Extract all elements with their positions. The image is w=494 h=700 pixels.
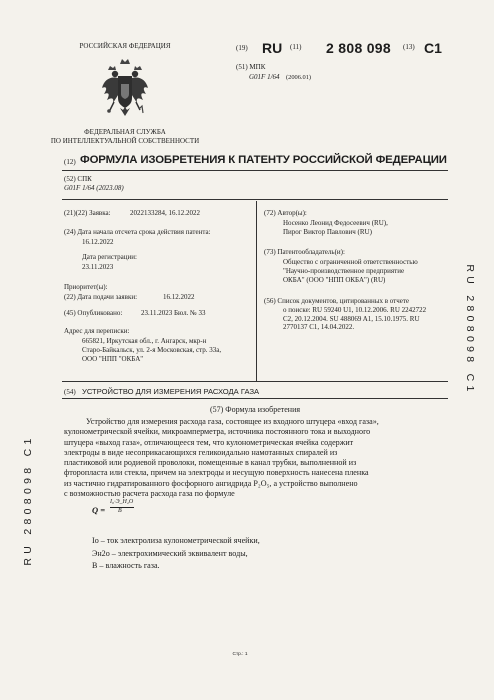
address-line: Старо-Байкальск, ул. 2-я Московская, стр. 33а, xyxy=(82,345,222,354)
application-label: (21)(22) Заявка: xyxy=(64,209,111,217)
country-name: РОССИЙСКАЯ ФЕДЕРАЦИЯ xyxy=(79,42,171,50)
claim-line: пластиковой или родиевой проволоки, помещенные в канал трубки, выполненной из xyxy=(64,458,357,468)
coat-of-arms-emblem xyxy=(100,58,150,122)
claims-heading: (57) Формула изобретения xyxy=(209,405,301,414)
spk-label: (52) СПК xyxy=(64,175,92,183)
legend-line: Эн2о – электрохимический эквивалент воды, xyxy=(92,548,248,558)
author: Носенко Леонид Федосеевич (RU), xyxy=(283,219,388,227)
formula-denominator: B xyxy=(118,508,122,514)
claim-line: с возможностью расчета расхода газа по формуле xyxy=(64,489,235,499)
column-divider xyxy=(256,201,257,382)
office-line-1: ФЕДЕРАЛЬНАЯ СЛУЖБА xyxy=(84,128,166,136)
inid-19: (19) xyxy=(236,44,248,52)
owner-label: (73) Патентообладатель(и): xyxy=(264,248,345,256)
registration-label: Дата регистрации: xyxy=(82,253,137,261)
claim-line: штуцера «выход газа», отличающееся тем, что кулонометрическая ячейка содержит xyxy=(64,437,354,447)
application-value: 2022133284, 16.12.2022 xyxy=(130,209,200,217)
formula-lhs: Q = xyxy=(92,505,106,515)
author: Пирог Виктор Павлович (RU) xyxy=(283,227,372,236)
mpk-date: (2006.01) xyxy=(286,74,312,81)
priority-label: Приоритет(ы): xyxy=(64,283,108,291)
owner-line: ОКБА" (ООО "НПП ОКБА") (RU) xyxy=(283,275,386,284)
patent-office xyxy=(40,128,210,146)
inid-11: (11) xyxy=(290,43,302,51)
publication-label: (45) Опубликовано: xyxy=(64,309,123,317)
publication-value: 23.11.2023 Бюл. № 33 xyxy=(141,309,206,317)
kind-code: C1 xyxy=(424,40,442,56)
document-title: ФОРМУЛА ИЗОБРЕТЕНИЯ К ПАТЕНТУ РОССИЙСКОЙ ФЕДЕРАЦИИ xyxy=(80,154,447,166)
inid-12: (12) xyxy=(64,158,76,166)
legend-line: Iо – ток электролиза кулонометрической ячейки, xyxy=(92,536,260,545)
inid-54: (54) xyxy=(64,388,76,396)
office-line-2: ПО ИНТЕЛЛЕКТУАЛЬНОЙ СОБСТВЕННОСТИ xyxy=(50,136,200,145)
spk-value: G01F 1/64 (2023.08) xyxy=(64,184,124,192)
cited-line: о поиске: RU 59240 U1, 10.12.2006. RU 2242722 xyxy=(283,305,427,314)
address-label: Адрес для переписки: xyxy=(64,327,130,335)
cited-documents xyxy=(264,297,426,332)
side-label-left: RU 2808098 C1 xyxy=(22,434,34,566)
spk-divider xyxy=(62,199,448,200)
inid-13: (13) xyxy=(403,43,415,51)
side-label-right: RU 2808098 C1 xyxy=(464,264,476,396)
page-number: Стр.: 1 xyxy=(232,652,248,657)
owner-line: Общество с ограниченной ответственностью xyxy=(283,258,418,266)
filing-label: (22) Дата подачи заявки: xyxy=(64,293,138,301)
cited-line: 2770137 C1, 14.04.2022. xyxy=(283,323,355,332)
claim-line: фторопласта или стекла, причем на электроды и несущую поверхность нанесена пленка xyxy=(64,468,369,478)
formula-legend xyxy=(92,535,260,573)
authors-label: (72) Автор(ы): xyxy=(264,209,307,217)
mpk-class: G01F 1/64 xyxy=(249,73,280,81)
legend-line: В – влажность газа. xyxy=(92,561,160,570)
title-underline xyxy=(62,170,448,171)
patent-number: 2 808 098 xyxy=(326,40,391,56)
formula-fraction-bar xyxy=(110,507,134,508)
filing-value: 16.12.2022 xyxy=(163,293,195,301)
claims-text xyxy=(64,417,448,499)
biblio-bottom-divider xyxy=(62,381,448,382)
address-line: ООО "НПП "ОКБА" xyxy=(82,354,144,363)
registration-value: 23.11.2023 xyxy=(82,263,114,271)
invention-divider xyxy=(62,398,448,399)
formula-numerator: I₀·Э_H₂O xyxy=(110,499,134,505)
owner-line: "Научно-производственное предприятие xyxy=(283,266,405,275)
cited-line: C2, 20.12.2004. SU 488069 A1, 15.10.1975. RU xyxy=(283,314,420,323)
address-line: 665821, Иркутская обл., г. Ангарск, мкр-н xyxy=(82,337,207,345)
claim-line: электроды в виде несоприкасающихся геликоидально намотанных спиралей из xyxy=(64,447,338,457)
claim-line: Устройство для измерения расхода газа, состоящее из входного штуцера «вход газа», xyxy=(86,417,379,426)
mpk-label: (51) МПК xyxy=(236,63,266,71)
invention-title: УСТРОЙСТВО ДЛЯ ИЗМЕРЕНИЯ РАСХОДА ГАЗА xyxy=(82,387,260,396)
cited-line: (56) Список документов, цитированных в отчете xyxy=(264,297,410,305)
claim-line: из частично гидратированного фосфорного ангидрида P₂O₅, а устройство выполнено xyxy=(64,478,358,488)
address-block xyxy=(82,337,221,363)
owner-block xyxy=(283,258,418,284)
term-value: 16.12.2022 xyxy=(82,238,114,246)
country-code-ru: RU xyxy=(262,40,283,56)
term-label: (24) Дата начала отсчета срока действия патента: xyxy=(64,228,211,236)
claim-line: кулонометрической ячейки, микроамперметра, источника постоянного тока и выходного xyxy=(64,427,371,437)
authors-list xyxy=(283,219,388,237)
